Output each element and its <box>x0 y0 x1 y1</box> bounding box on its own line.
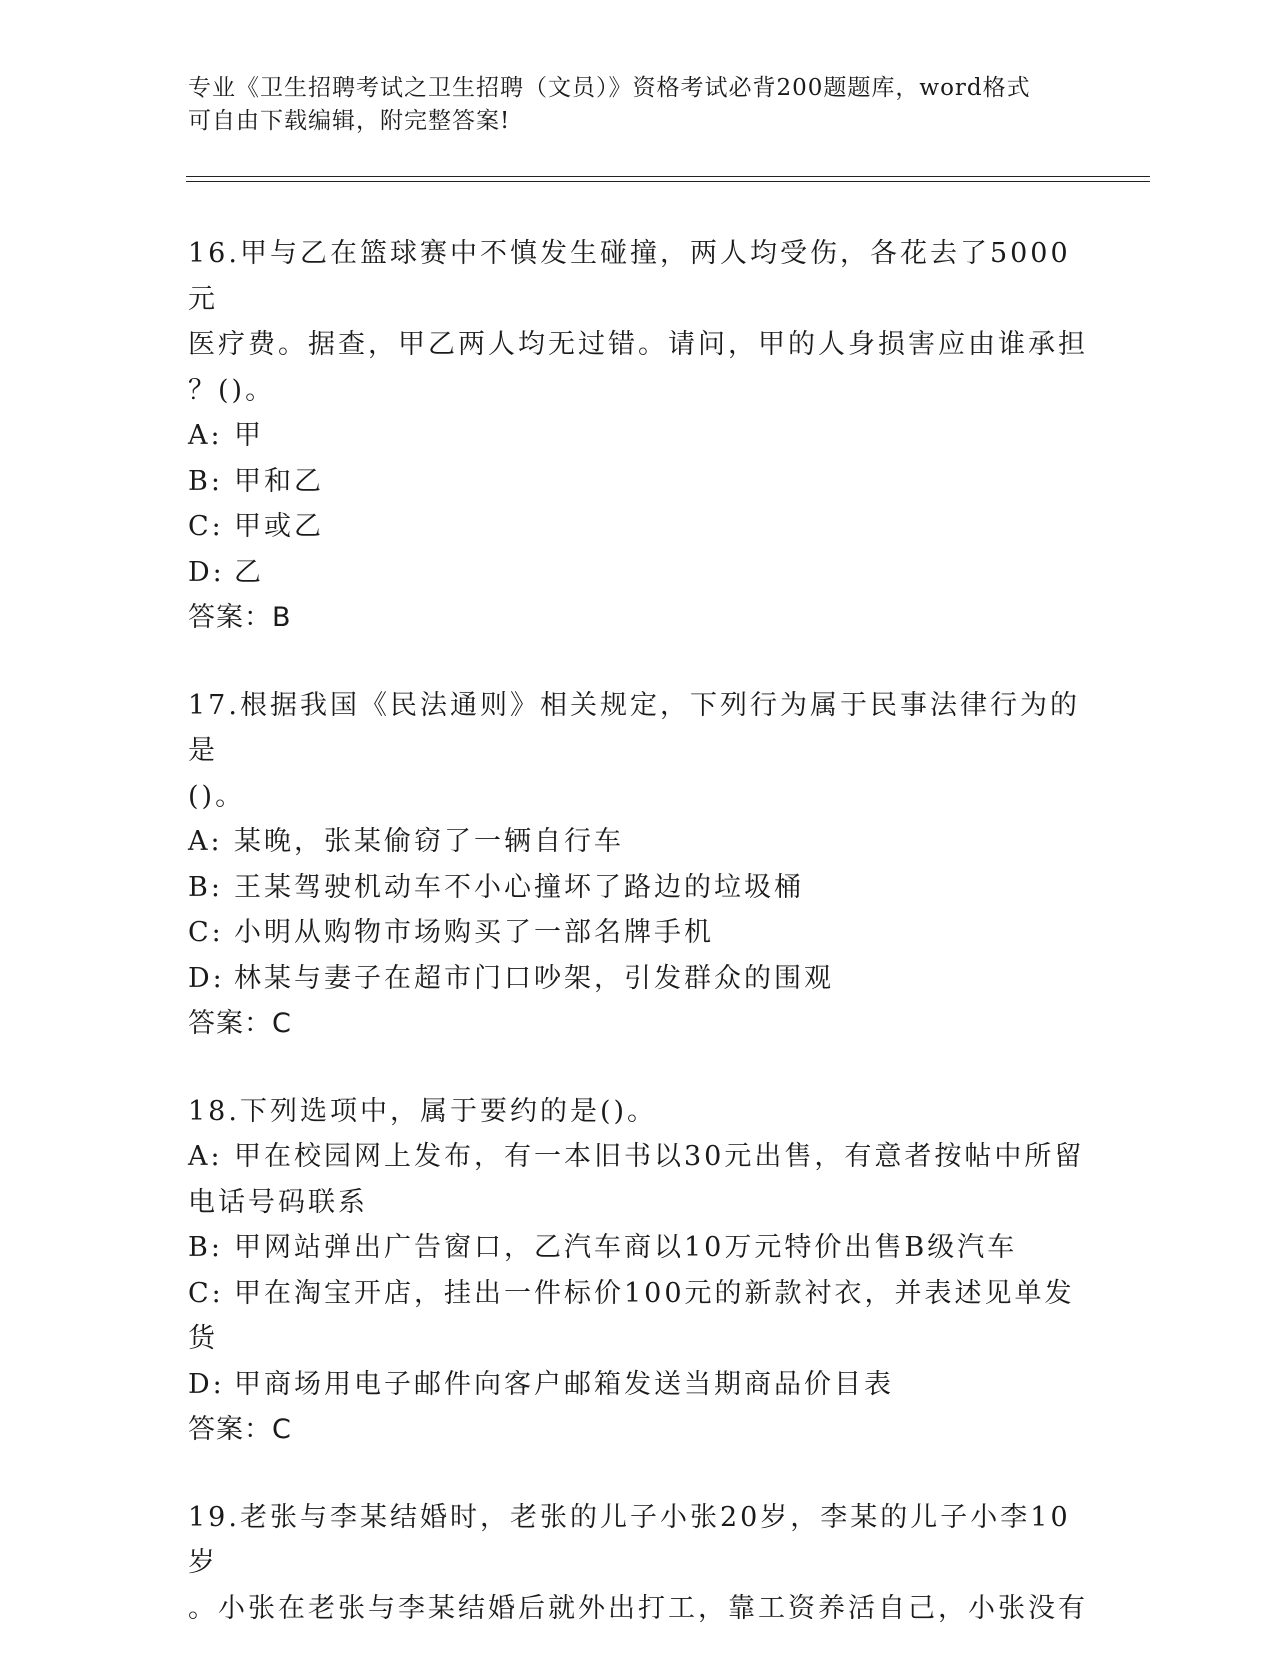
option-key: B: <box>188 465 223 497</box>
question-stem-line: 。小张在老张与李某结婚后就外出打工，靠工资养活自己，小张没有 <box>188 1592 1088 1624</box>
question-2 <box>188 683 1088 1047</box>
answer-option <box>188 1134 1088 1180</box>
question-stem-line: 医疗费。据查，甲乙两人均无过错。请问，甲的人身损害应由谁承担 <box>188 329 1088 360</box>
answer-option <box>188 910 1088 956</box>
answer-option <box>188 550 1088 596</box>
answer-key: 答案：B <box>188 602 292 633</box>
option-text: 甲在淘宝开店，挂出一件标价100元的新款衬衣，并表述见单发货 <box>188 1277 1075 1354</box>
question-4 <box>188 1495 1088 1632</box>
document-header <box>188 72 1068 138</box>
question-stem-line: 17.根据我国《民法通则》相关规定，下列行为属于民事法律行为的是 <box>188 689 1080 766</box>
header-rule-bottom <box>186 181 1150 182</box>
answer-option <box>188 1271 1088 1362</box>
option-text: 甲 <box>234 420 264 451</box>
option-text: 小明从购物市场购买了一部名牌手机 <box>234 917 714 948</box>
header-line-1: 专业《卫生招聘考试之卫生招聘（文员）》资格考试必背200题题库，word格式 <box>188 75 1031 101</box>
option-text: 某晚，张某偷窃了一辆自行车 <box>234 826 624 857</box>
option-text: 甲或乙 <box>234 511 324 542</box>
answer-key: 答案：C <box>188 1414 292 1445</box>
question-stem-line: ？()。 <box>188 374 276 406</box>
option-key: A: <box>188 420 223 451</box>
option-text: 乙 <box>234 556 264 588</box>
answer-option <box>188 1225 1088 1271</box>
header-rule-top <box>186 176 1150 177</box>
question-stem-line: 19.老张与李某结婚时，老张的儿子小张20岁，李某的儿子小李10岁 <box>188 1501 1071 1578</box>
option-key: C: <box>188 1277 224 1309</box>
option-text: 甲商场用电子邮件向客户邮箱发送当期商品价目表 <box>234 1368 894 1400</box>
option-text: 甲和乙 <box>234 465 324 497</box>
answer-option <box>188 1180 1088 1226</box>
option-key: C: <box>188 511 224 542</box>
option-key: D: <box>188 962 225 994</box>
option-text: 甲网站弹出广告窗口，乙汽车商以10万元特价出售B级汽车 <box>234 1232 1018 1263</box>
option-key: D: <box>188 556 225 588</box>
header-line-2: 可自由下载编辑，附完整答案! <box>188 108 511 134</box>
question-1 <box>188 231 1088 641</box>
question-stem-line: 18.下列选项中，属于要约的是()。 <box>188 1095 658 1127</box>
option-key: C: <box>188 917 224 948</box>
option-text: 电话号码联系 <box>188 1186 368 1218</box>
answer-key: 答案：C <box>188 1008 292 1039</box>
answer-option <box>188 819 1088 865</box>
option-key: A: <box>188 826 223 857</box>
option-text: 林某与妻子在超市门口吵架，引发群众的围观 <box>234 962 834 994</box>
answer-option <box>188 459 1088 505</box>
option-text: 甲在校园网上发布，有一本旧书以30元出售，有意者按帖中所留 <box>234 1141 1085 1172</box>
answer-option <box>188 956 1088 1002</box>
answer-option <box>188 504 1088 550</box>
option-text: 王某驾驶机动车不小心撞坏了路边的垃圾桶 <box>234 871 804 903</box>
question-stem-line: 16.甲与乙在篮球赛中不慎发生碰撞，两人均受伤，各花去了5000元 <box>188 238 1071 315</box>
option-key: D: <box>188 1368 225 1400</box>
question-list <box>188 231 1088 1673</box>
option-key: B: <box>188 871 223 903</box>
question-stem-line: ()。 <box>188 780 246 812</box>
answer-option <box>188 413 1088 459</box>
option-key: A: <box>188 1141 223 1172</box>
answer-option <box>188 1362 1088 1408</box>
option-key: B: <box>188 1232 223 1263</box>
answer-option <box>188 865 1088 911</box>
question-3 <box>188 1089 1088 1453</box>
